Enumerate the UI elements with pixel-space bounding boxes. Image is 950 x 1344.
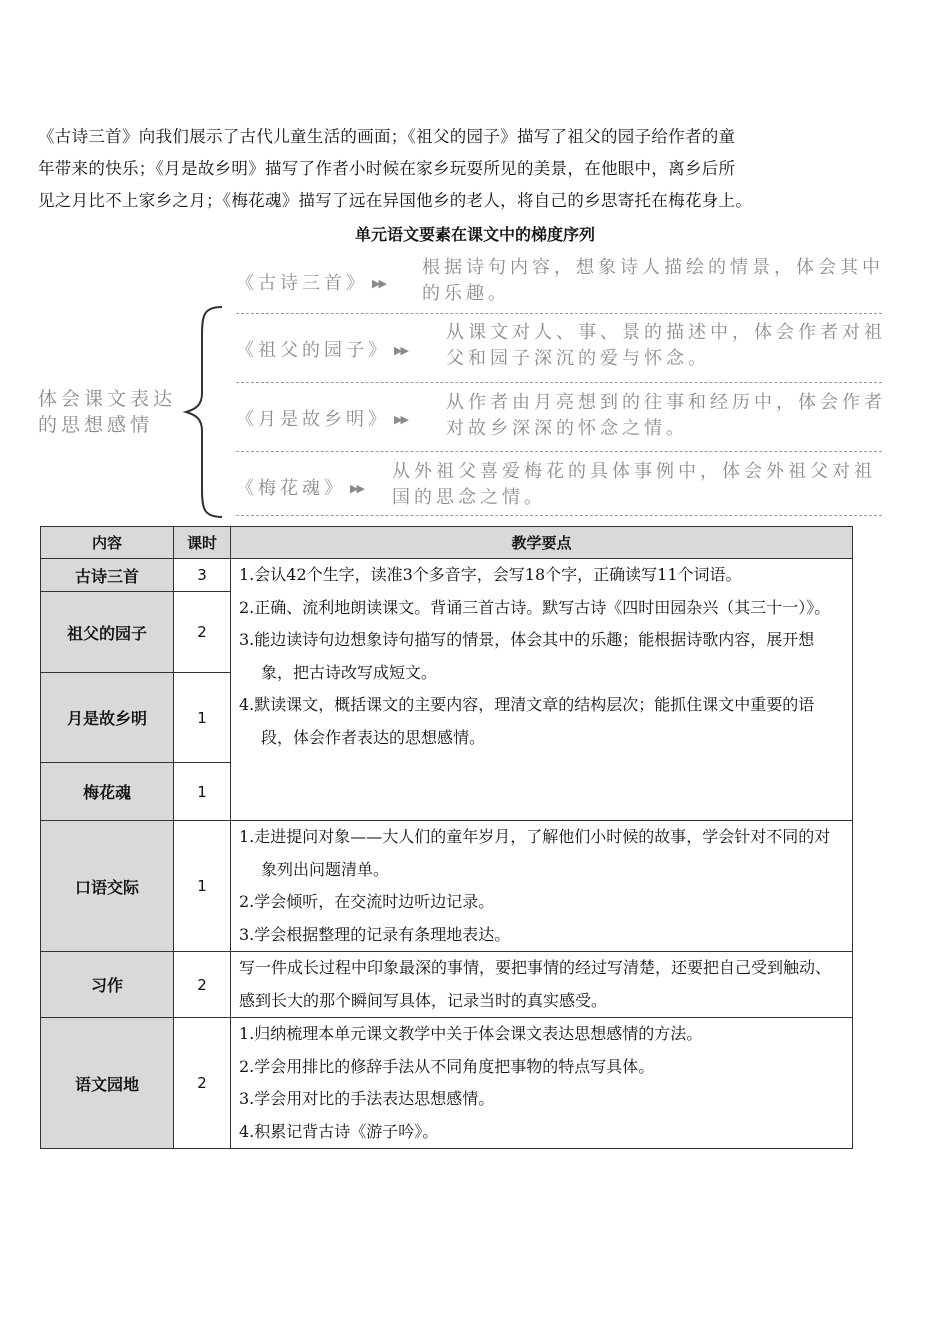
row-hours: 1 xyxy=(174,673,231,763)
row-hours: 2 xyxy=(174,1018,231,1149)
garden-points-cell xyxy=(231,1018,853,1149)
row-name: 古诗三首 xyxy=(41,559,174,592)
branch-meihua xyxy=(236,459,886,515)
header-points: 教学要点 xyxy=(231,527,853,559)
writing-point-cell xyxy=(231,952,853,1018)
row-hours: 1 xyxy=(174,763,231,821)
branch-desc: 从外祖父喜爱梅花的具体事例中，体会外祖父对祖国的思念之情。 xyxy=(392,461,876,508)
curly-brace-icon xyxy=(180,305,228,519)
branch-lesson: 《古诗三首》 ▶▶ xyxy=(236,273,385,294)
row-hours: 2 xyxy=(174,952,231,1018)
branch-desc: 从课文对人、事、景的描述中，体会作者对祖父和园子深沉的爱与怀念。 xyxy=(446,322,886,369)
intro-line: 年带来的快乐；《月是故乡明》描写了作者小时候在家乡玩耍所见的美景，在他眼中，离乡后所 xyxy=(38,159,736,178)
point-item: 3.学会用对比的手法表达思想感情。 xyxy=(239,1089,495,1108)
point-item: 2.正确、流利地朗读课文。背诵三首古诗。默写古诗《四时田园杂兴（其三十一）》。 xyxy=(239,597,831,617)
point-item: 1.归纳梳理本单元课文教学中关于体会课文表达思想感情的方法。 xyxy=(239,1024,703,1043)
branch-lesson: 《月是故乡明》 ▶▶ xyxy=(236,409,407,430)
point-item: 2.学会用排比的修辞手法从不同角度把事物的特点写具体。 xyxy=(239,1056,655,1076)
branch-desc: 根据诗句内容，想象诗人描绘的情景，体会其中的乐趣。 xyxy=(422,257,884,304)
point-item: 4.积累记背古诗《游子吟》。 xyxy=(239,1121,439,1141)
branch-gushi xyxy=(236,255,886,313)
branch-lesson: 《梅花魂》 ▶▶ xyxy=(236,478,363,499)
header-content: 内容 xyxy=(41,527,174,559)
diagram-main-label: 体会课文表达的思想感情 xyxy=(38,388,177,436)
branch-desc: 从作者由月亮想到的往事和经历中，体会作者对故乡深深的怀念之情。 xyxy=(446,392,886,439)
row-hours: 1 xyxy=(174,821,231,952)
branch-zufu xyxy=(236,320,886,380)
dashed-divider xyxy=(236,313,882,314)
table-row xyxy=(41,1018,853,1149)
row-name: 祖父的园子 xyxy=(41,592,174,673)
double-arrow-icon: ▶▶ xyxy=(372,277,385,290)
row-name: 梅花魂 xyxy=(41,763,174,821)
point-item: 2.学会倾听，在交流时边听边记录。 xyxy=(239,892,495,911)
double-arrow-icon: ▶▶ xyxy=(394,344,407,357)
intro-line: 《古诗三首》向我们展示了古代儿童生活的画面；《祖父的园子》描写了祖父的园子给作者的童 xyxy=(38,127,736,146)
dashed-divider xyxy=(236,382,882,383)
row-name: 语文园地 xyxy=(41,1018,174,1149)
table-row xyxy=(41,559,853,592)
dashed-divider xyxy=(236,515,882,516)
branch-yueliang xyxy=(236,390,886,448)
intro-paragraph xyxy=(38,121,898,217)
row-name: 口语交际 xyxy=(41,821,174,952)
dashed-divider xyxy=(236,451,882,452)
table-row xyxy=(41,952,853,1018)
point-item: 1.走进提问对象——大人们的童年岁月，了解他们小时候的故事，学会针对不同的对象列出问题清单。 xyxy=(239,827,831,879)
table-row xyxy=(41,821,853,952)
oral-points-cell xyxy=(231,821,853,952)
intro-line: 见之月比不上家乡之月；《梅花魂》描写了远在异国他乡的老人，将自己的乡思寄托在梅花身上。 xyxy=(38,191,753,210)
point-item: 写一件成长过程中印象最深的事情，要把事情的经过写清楚，还要把自己受到触动、感到长大的那个瞬间写具体，记录当时的真实感受。 xyxy=(239,958,832,1010)
table-header-row xyxy=(41,527,853,559)
row-hours: 2 xyxy=(174,592,231,673)
point-item: 3.学会根据整理的记录有条理地表达。 xyxy=(239,924,511,944)
point-item: 1.会认42个生字，读准3个多音字，会写18个字，正确读写11个词语。 xyxy=(239,565,742,584)
branch-lesson: 《祖父的园子》 ▶▶ xyxy=(236,340,407,361)
row-name: 习作 xyxy=(41,952,174,1018)
double-arrow-icon: ▶▶ xyxy=(350,482,363,495)
reading-points-cell xyxy=(231,559,853,821)
row-hours: 3 xyxy=(174,559,231,592)
point-item: 3.能边读诗句边想象诗句描写的情景，体会其中的乐趣；能根据诗歌内容，展开想象，把古诗改写成短文。 xyxy=(239,630,815,682)
point-item: 4.默读课文，概括课文的主要内容，理清文章的结构层次；能抓住课文中重要的语段，体会作者表达的思想感情。 xyxy=(239,695,815,747)
row-name: 月是故乡明 xyxy=(41,673,174,763)
double-arrow-icon: ▶▶ xyxy=(394,413,407,426)
teaching-plan-table xyxy=(40,526,853,1149)
diagram-title: 单元语文要素在课文中的梯度序列 xyxy=(354,225,595,244)
header-hours: 课时 xyxy=(174,527,231,559)
